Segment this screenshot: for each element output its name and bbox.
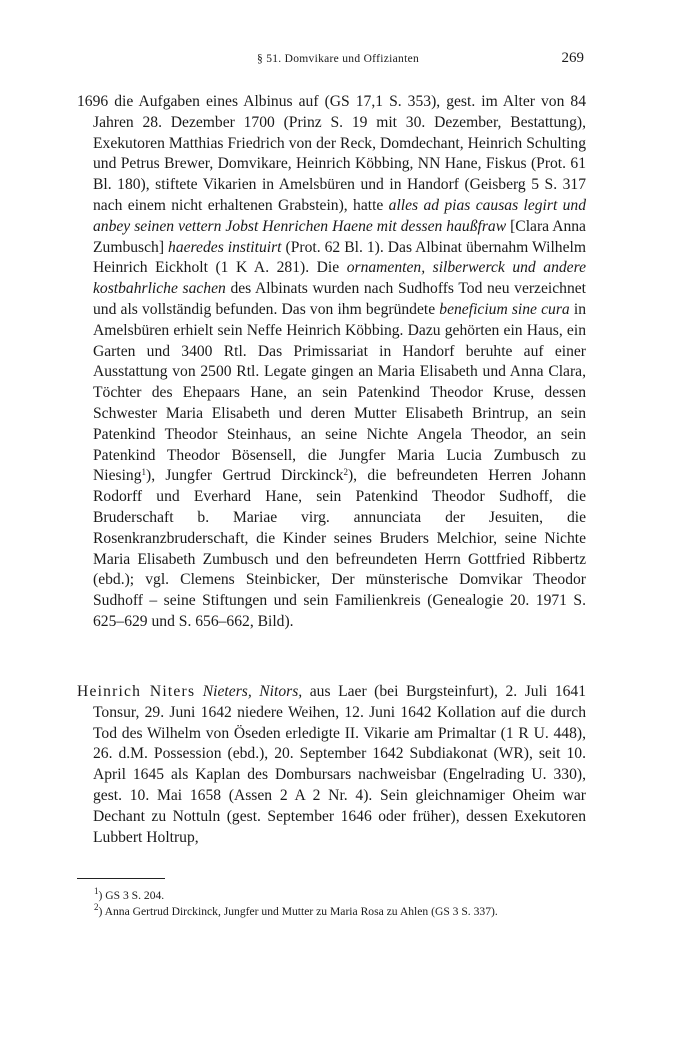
footnotes bbox=[44, 888, 586, 921]
quote-italic: haeredes instituirt bbox=[168, 238, 282, 256]
footnote-text: ) Anna Gertrud Dirckinck, Jungfer und Mutter zu Maria Rosa zu Ahlen (GS 3 S. 337). bbox=[98, 905, 498, 919]
text-run: 1696 die Aufgaben eines Albinus auf (GS 17,1 S. 353), gest. im Alter von 84 Jahren 28. Dezember 1700 (Prinz S. 19 mit 30. Dezember, Bestattung), Exekutoren Matthias Friedrich von der Reck, Domdechant, Heinrich Schulting und Petrus Brewer, Domvikare, Heinrich Köbbing, NN Hane, Fiskus (Prot. 61 Bl. 180), stiftete Vikarien in Amelsbüren und in Handorf (Geisberg 5 S. 317 nach einem nicht erhaltenen Grabstein), hatte bbox=[77, 93, 586, 214]
quote-italic: alles ad pias causas legirt und anbey seinen vettern Jobst Henrichen Haene mit dessen haußfraw bbox=[93, 196, 587, 235]
entry-sudhoff-continuation bbox=[77, 92, 586, 633]
footnote-2 bbox=[44, 904, 586, 920]
footnote-ref-2[interactable]: 2 bbox=[343, 467, 348, 478]
paragraph bbox=[77, 92, 586, 633]
quote-italic: ornamenten, silberwerck und andere kostbahrliche sachen bbox=[93, 259, 586, 298]
footnote-1 bbox=[44, 888, 586, 904]
quote-italic: beneficium sine cura bbox=[439, 300, 570, 318]
text-run: des Albinats wurden nach Sudhoffs Tod neu verzeichnet und als vollständig befunden. Das von ihm begründete bbox=[93, 280, 586, 318]
page-header bbox=[92, 50, 584, 70]
text-run: ), Jungfer Gertrud Dirckinck bbox=[146, 467, 344, 485]
name-variants: Nieters, Nitors, bbox=[202, 683, 303, 700]
footnote-mark: 2 bbox=[94, 902, 99, 913]
text-run: ), die befreundeten Herren Johann Rodorff und Everhard Hane, sein Patenkind Theodor Sudhoff, die Bruderschaft b. Mariae virg. annunciata der Jesuiten, die Rosenkranzbruderschaft, die Kinder seines Bruders Melchior, seine Nichte Maria Elisabeth Zumbusch und den befreundeten Herrn Gottfried Ribbertz (ebd.); vgl. Clemens Steinbicker, Der münsterische Domvikar Theodor Sudhoff – seine Stiftungen und sein Familienkreis (Genealogie 20. 1971 S. 625–629 und S. 656–662, Bild). bbox=[93, 467, 586, 630]
text-run: in Amelsbüren erhielt sein Neffe Heinrich Köbbing. Dazu gehörten ein Haus, ein Garten und 3400 Rtl. Das Primissariat in Handorf beruhte auf einer Ausstattung von 2500 Rtl. Legate gingen an Maria Elisabeth und Anna Clara, Töchter des Ehepaars Hane, an sein Patenkind Theodor Kruse, dessen Schwester Maria Elisabeth und deren Mutter Elisabeth Brintrup, an sein Patenkind Theodor Steinhaus, an seine Nichte Angela Theodor, an sein Patenkind Theodor Bösensell, die Jungfer Maria Lucia Zumbusch zu Niesing bbox=[93, 300, 586, 485]
text-run: [Clara Anna Zumbusch] bbox=[93, 217, 586, 256]
footnote-ref-1[interactable]: 1 bbox=[141, 467, 147, 478]
entry-name: Heinrich Niters bbox=[77, 683, 196, 700]
running-head: § 51. Domvikare und Offizianten bbox=[256, 53, 420, 65]
paragraph bbox=[77, 682, 586, 848]
footnote-text: ) GS 3 S. 204. bbox=[98, 889, 165, 902]
entry-niters bbox=[77, 682, 586, 848]
footnote-mark: 1 bbox=[94, 886, 99, 896]
page-number: 269 bbox=[561, 50, 584, 66]
text-run: aus Laer (bei Burgsteinfurt), 2. Juli 1641 Tonsur, 29. Juni 1642 niedere Weihen, 12. Juni 1642 Kollation auf die durch Tod des Wilhelm von Öseden erledigte II. Vikarie am Primaltar (1 R U. 448), 26. d.M. Possession (ebd.), 20. September 1642 Subdiakonat (WR), seit 10. April 1645 als Kaplan des Dombursars nachweisbar (Engelrading U. 330), gest. 10. Mai 1658 (Assen 2 A 2 Nr. 4). Sein gleichnamiger Oheim war Dechant zu Nottuln (gest. September 1646 oder früher), dessen Exekutoren Lubbert Holtrup, bbox=[93, 683, 587, 846]
text-run: (Prot. 62 Bl. 1). Das Albinat übernahm Wilhelm Heinrich Eickholt (1 K A. 281). Die bbox=[93, 238, 586, 277]
footnote-divider bbox=[77, 878, 165, 879]
